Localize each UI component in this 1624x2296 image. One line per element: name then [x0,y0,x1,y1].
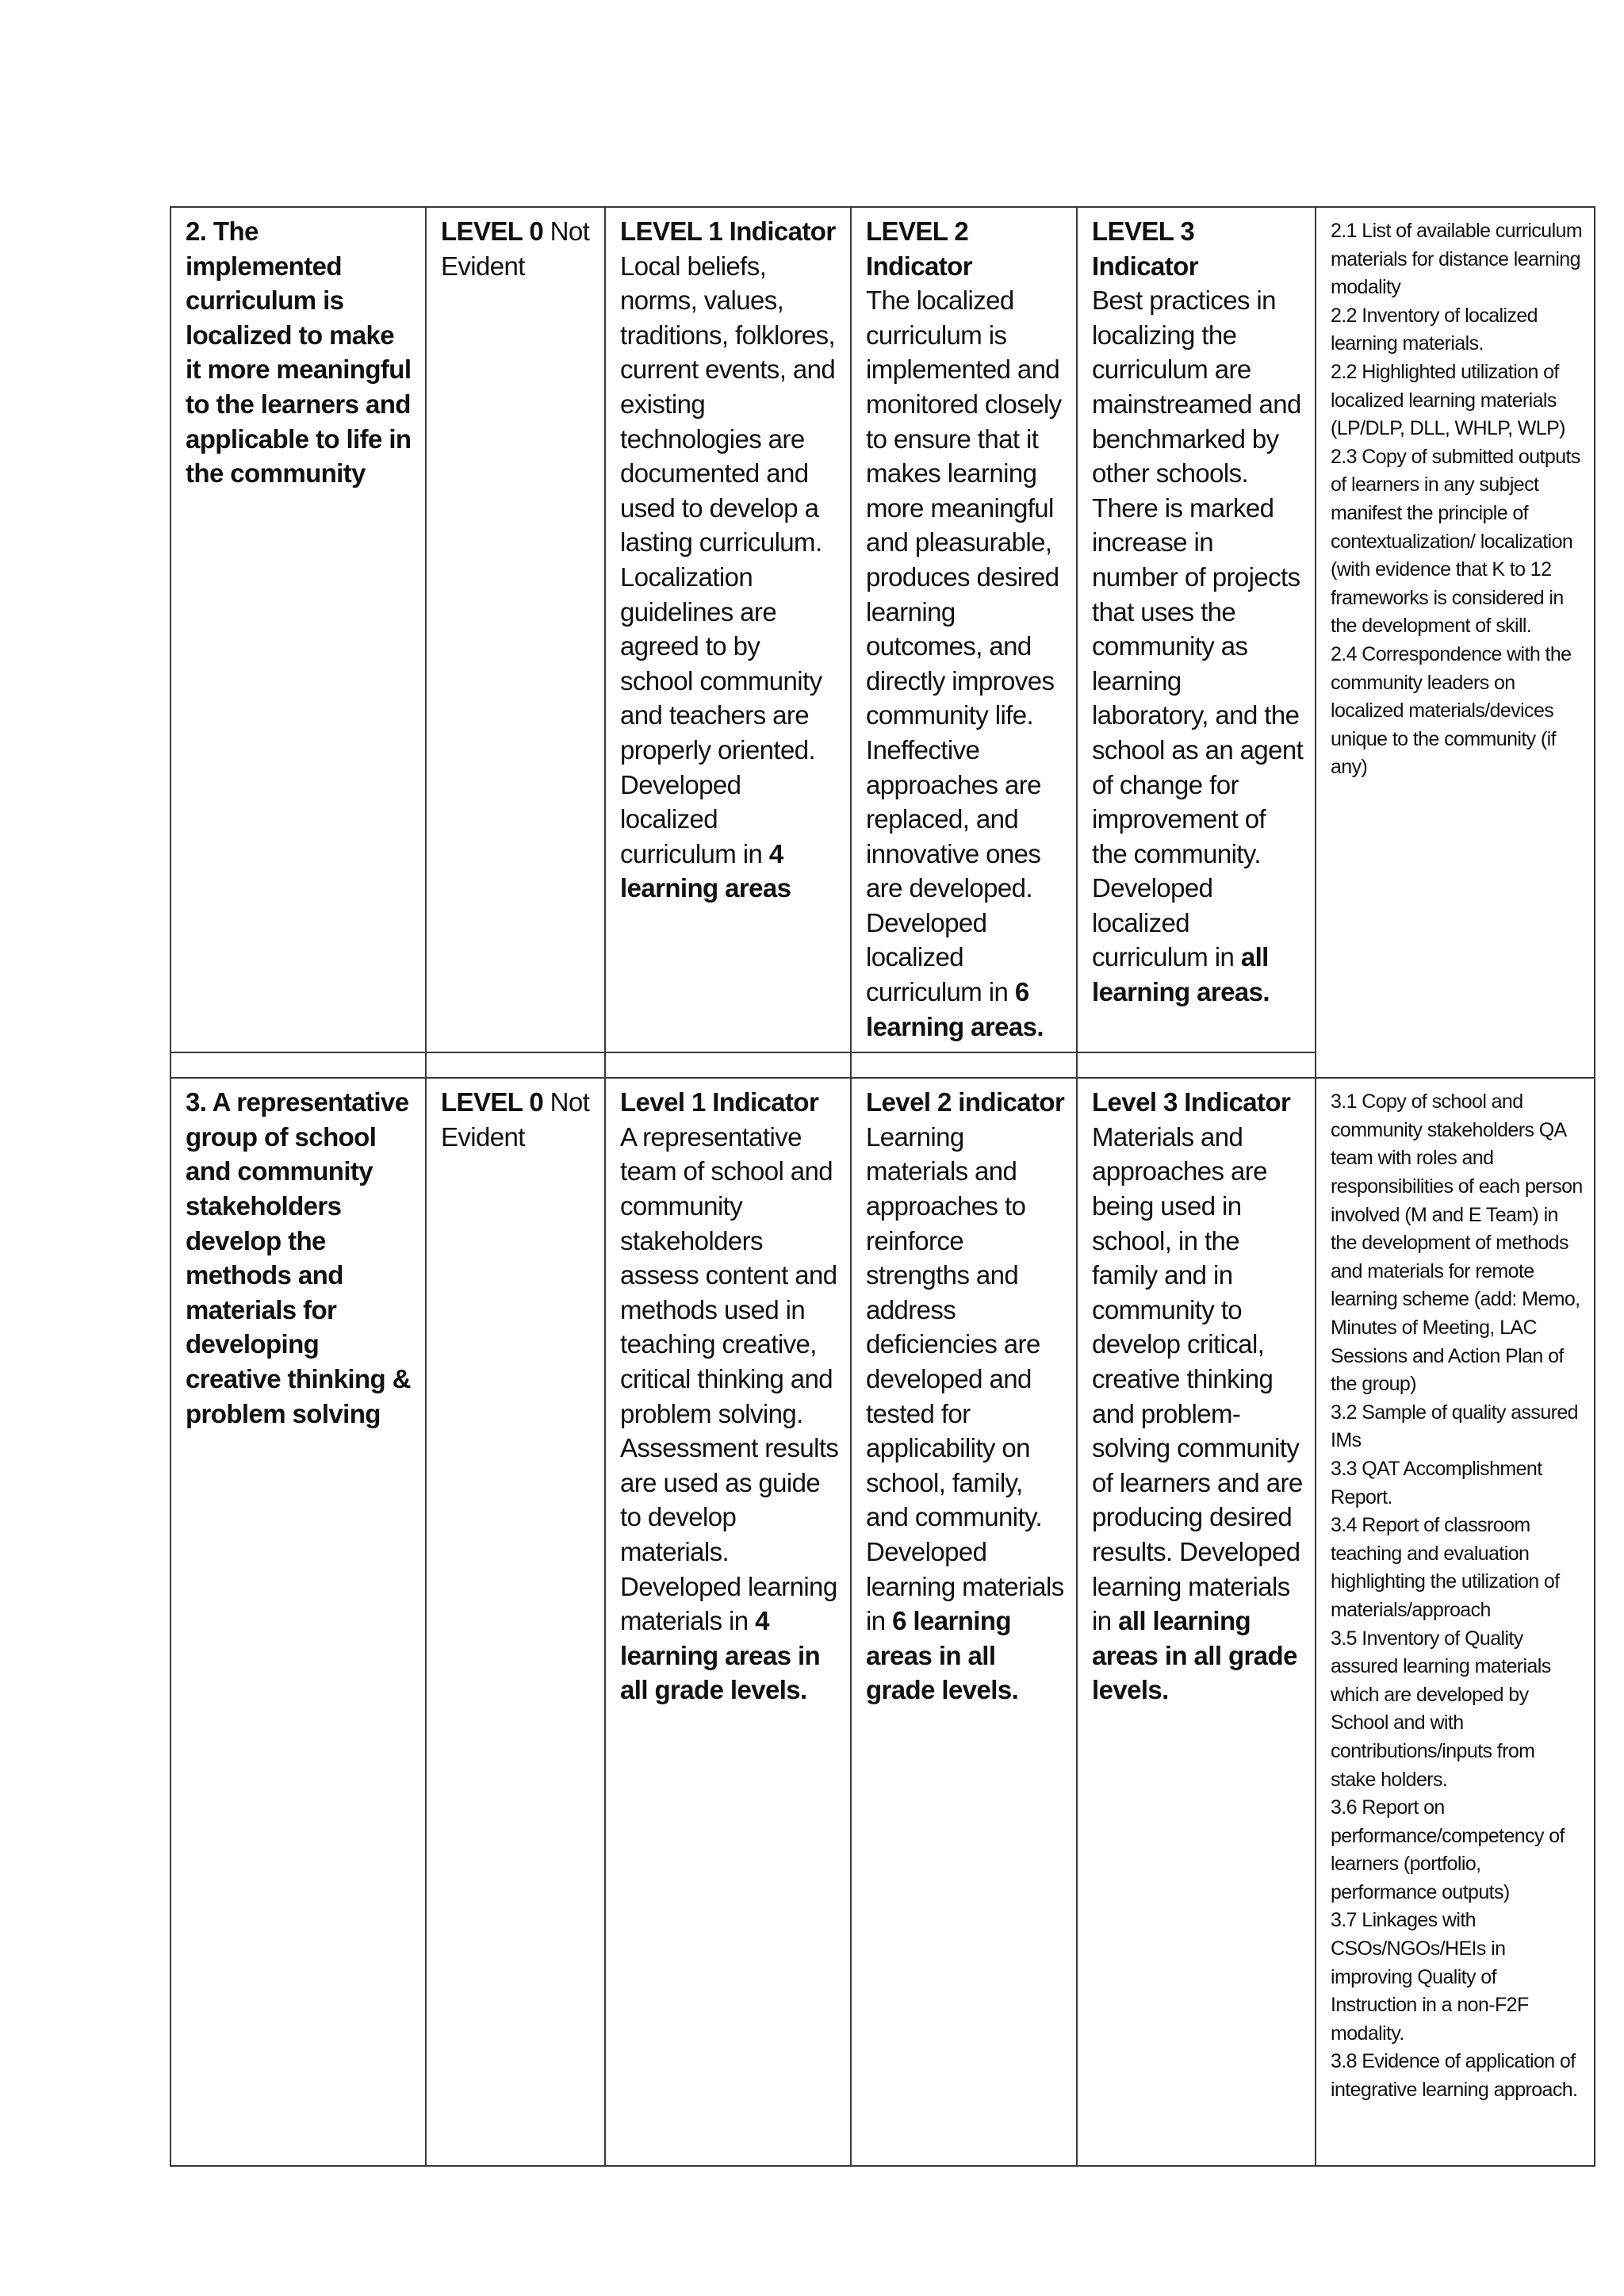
level-2-head: Level 2 indicator [866,1087,1065,1117]
mov-item: 3.6 Report on performance/competency of learners (portfolio, performance outputs) [1331,1796,1565,1903]
criterion-cell [170,207,426,1052]
mov-item: 2.2 Highlighted utilization of localized learning materials (LP/DLP, DLL, WHLP, WLP) [1331,360,1565,440]
mov-item: 3.7 Linkages with CSOs/NGOs/HEIs in improving Quality of Instruction in a non-F2F modality. [1331,1909,1529,2045]
mov-item: 2.4 Correspondence with the community leaders on localized materials/devices unique to the community (if any) [1331,642,1572,779]
spacer-cell [851,1052,1077,1078]
level-1-target: 4 learning areas in all grade levels. [620,1606,821,1705]
level-3-head: Level 3 Indicator [1092,1087,1291,1117]
mov-item: 2.1 List of available curriculum materials for distance learning modality [1331,220,1583,299]
level-1-cell [605,207,851,1052]
mov-item: 2.2 Inventory of localized learning materials. [1331,304,1538,355]
level-3-cell [1077,207,1316,1052]
level-2-cell [851,207,1077,1052]
level-2-target: 6 learning areas in all grade levels. [866,1606,1019,1705]
level-0-head: LEVEL 0 [441,1087,544,1117]
mov-item: 3.1 Copy of school and community stakeholders QA team with roles and responsibilities of each person involved (M and E Team) in the development of methods and materials for remote learning scheme (add: Memo, Minutes of Meeting, LAC Sessions and Action Plan of the group) [1331,1091,1583,1396]
level-1-head: Level 1 Indicator [620,1087,819,1117]
level-3-text: Materials and approaches are being used in school, in the family and in community to develop critical, creative thinking and problem-solving community of learners and are producing desired results. Developed learning materials in [1092,1121,1303,1636]
table-row [170,207,1595,1052]
mov-item: 3.8 Evidence of application of integrative learning approach. [1331,2050,1578,2102]
level-3-cell [1077,1078,1316,2166]
mov-item: 3.5 Inventory of Quality assured learning materials which are developed by School and with contributions/inputs from stake holders. [1331,1627,1551,1791]
level-3-text: Best practices in localizing the curriculum are mainstreamed and benchmarked by other schools. There is marked increase in number of projects that uses the community as learning laboratory, and the school as an agent of change for improvement of the community. Developed localized curriculum in [1092,286,1304,972]
criterion-text: 3. A representative group of school and community stakeholders develop the methods and materials for developing creative thinking & problem solving [186,1087,411,1428]
level-3-head: LEVEL 3 Indicator [1092,217,1198,281]
level-0-text: Not Evident [441,217,590,281]
level-3-target: all learning areas in all grade levels. [1092,1606,1297,1705]
level-1-cell [605,1078,851,2166]
level-3-target: all learning areas. [1092,942,1270,1007]
level-0-head: LEVEL 0 [441,217,544,246]
level-0-cell [426,207,605,1052]
mov-item: 3.3 QAT Accomplishment Report. [1331,1457,1542,1508]
spacer-cell [170,1052,426,1078]
spacer-cell [1077,1052,1316,1078]
level-2-head: LEVEL 2 Indicator [866,217,972,281]
movs-list [1331,214,1583,782]
spacer-cell [605,1052,851,1078]
level-0-cell [426,1078,605,2166]
level-2-text: The localized curriculum is implemented and monitored closely to ensure that it makes learning more meaningful and pleasurable, produces desired learning outcomes, and directly improves community life. Ineffective approaches are replaced, and innovative ones are developed. Developed localized curriculum in [866,286,1062,1007]
movs-cell [1316,207,1595,1078]
mov-item: 3.4 Report of classroom teaching and evaluation highlighting the utilization of materials/approach [1331,1514,1560,1621]
spacer-cell [426,1052,605,1078]
movs-cell [1316,1078,1595,2166]
criterion-text: 2. The implemented curriculum is localized to make it more meaningful to the learners and applicable to life in the community [186,217,412,489]
table-row [170,1078,1595,2166]
assessment-rubric-table [170,206,1595,2167]
level-1-text: A representative team of school and community stakeholders assess content and methods used in teaching creative, critical thinking and problem solving. Assessment results are used as guide to develop materials. Developed learning materials in [620,1121,839,1636]
level-1-target: 4 learning areas [620,838,791,903]
level-1-head: LEVEL 1 Indicator [620,217,836,246]
level-2-target: 6 learning areas. [866,977,1044,1041]
criterion-cell [170,1078,426,2166]
level-2-text: Learning materials and approaches to reinforce strengths and address deficiencies are developed and tested for applicability on school, family, and community. Developed learning materials in [866,1121,1064,1636]
level-0-text: Not Evident [441,1087,590,1152]
level-2-cell [851,1078,1077,2166]
mov-item: 2.3 Copy of submitted outputs of learners in any subject manifest the principle of contextualization/ localization (with evidence that K to 12 frameworks is considered in the development of skill. [1331,445,1580,638]
level-1-text: Local beliefs, norms, values, traditions, folklores, current events, and existing technologies are documented and used to develop a lasting curriculum. Localization guidelines are agreed to by school community and teachers are properly oriented. Developed localized curriculum in [620,251,836,868]
mov-item: 3.2 Sample of quality assured IMs [1331,1401,1578,1452]
movs-list [1331,1085,1583,2104]
